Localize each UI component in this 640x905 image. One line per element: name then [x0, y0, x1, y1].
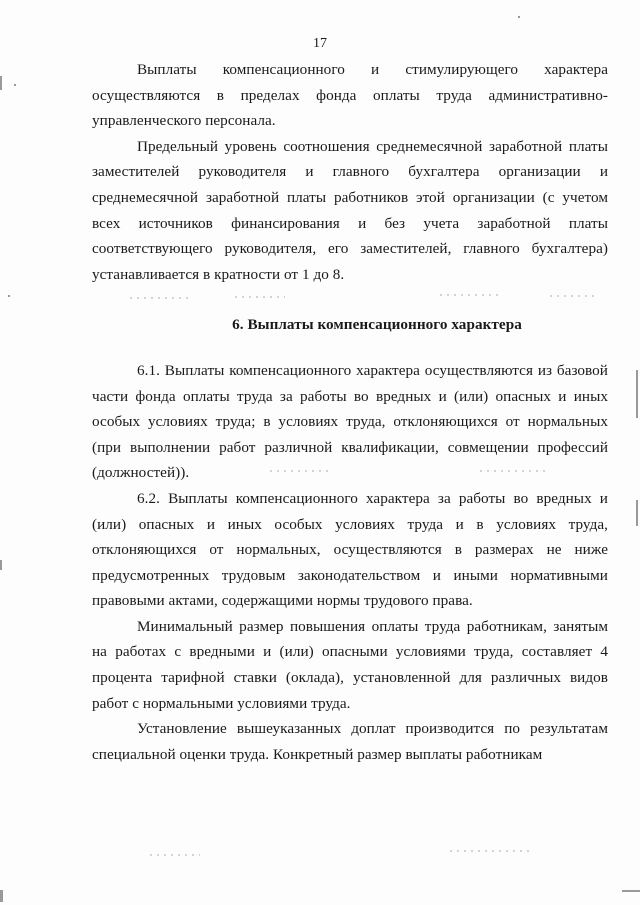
scan-dot: [518, 16, 520, 18]
scan-speckle: [450, 850, 530, 852]
page-number: 17: [313, 36, 327, 51]
paragraph-6-1: 6.1. Выплаты компенсационного характера осуществляются из базовой части фонда оплаты труда за работы во вредных и (или) опасных и иных особых условиях труда; в условиях труда, отклоняющихся от нормальных (при выполнении работ различной квалификации, совмещении профессий (должностей)).: [92, 361, 608, 482]
scan-edge-mark: [636, 500, 638, 526]
scan-edge-mark: [0, 890, 3, 902]
section-heading: 6. Выплаты компенсационного характера: [232, 316, 522, 334]
scan-speckle: [150, 854, 200, 856]
paragraph-special-assessment: Установление вышеуказанных доплат производится по результатам специальной оценки труда. Конкретный размер выплаты работникам: [92, 720, 608, 763]
scan-edge-mark: [636, 370, 638, 418]
paragraph-compensation-payments-fund: Выплаты компенсационного и стимулирующего характера осуществляются в пределах фонда оплаты труда административно-управленческого персонала.: [92, 61, 608, 130]
scan-edge-mark: [622, 890, 640, 892]
paragraph-6-2: 6.2. Выплаты компенсационного характера за работы во вредных и (или) опасных и иных особых условиях труда и в условиях труда, отклоняющихся от нормальных, осуществляются в размерах не ниже предусмотренных трудовым законодательством и иными нормативными правовыми актами, содержащими нормы трудового права.: [92, 489, 608, 610]
document-body: [92, 57, 608, 767]
scan-edge-mark: [0, 560, 2, 570]
scan-edge-mark: [0, 76, 2, 90]
scan-dot: [8, 295, 10, 297]
paragraph-salary-ratio: Предельный уровень соотношения среднемесячной заработной платы заместителей руководителя и главного бухгалтера организации и среднемесячной заработной платы работников этой организации (с учетом всех источников финансирования и без учета заработной платы соответствующего руководителя, его заместителей, главного бухгалтера) устанавливается в кратности от 1 до 8.: [92, 137, 608, 283]
scan-dot: [14, 84, 16, 86]
paragraph-minimum-increase: Минимальный размер повышения оплаты труда работникам, занятым на работах с вредными и (или) опасными условиями труда, составляет 4 процента тарифной ставки (оклада), установленной для различных видов работ с нормальными условиями труда.: [92, 617, 608, 712]
